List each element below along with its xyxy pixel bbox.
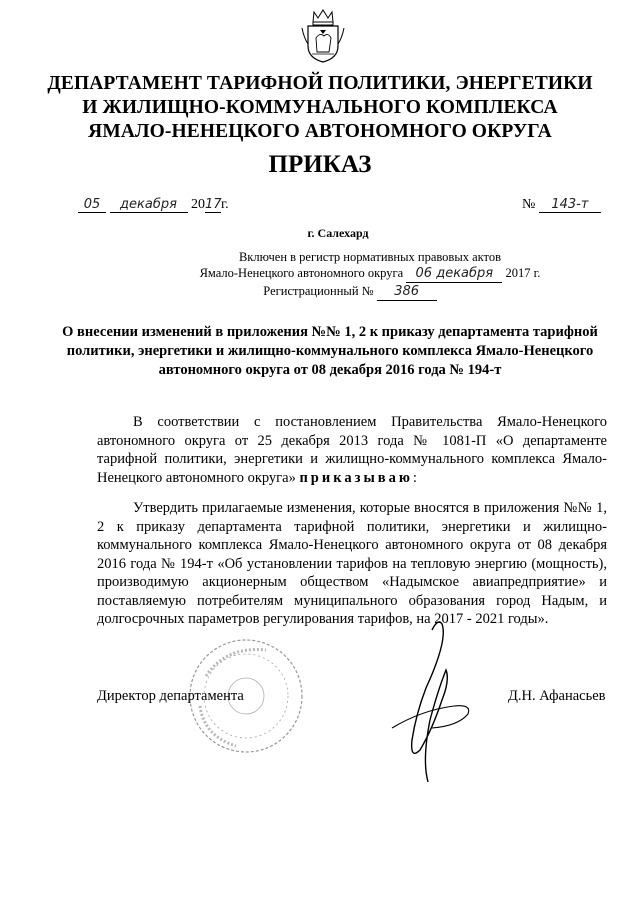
signatory-position: Директор департамента [97,688,244,704]
registry-stamp [170,249,570,301]
preamble-end: : [412,469,417,486]
preamble-text: В соответствии с постановлением Правительства Ямало-Ненецкого автономного округа от 25 декабря 2013 года № 1081-П «О департаменте тарифной политики, энергетики и жилищно-коммунального комплекса Ямало-Ненецкого автономного округа» [97,414,607,486]
department-line-2: И ЖИЛИЩНО-КОММУНАЛЬНОГО КОМПЛЕКСА [82,97,558,118]
registry-line-2-prefix: Ямало-Ненецкого автономного округа [199,266,404,280]
order-text: Утвердить прилагаемые изменения, которые вносятся в приложения №№ 1, 2 к приказу департамента тарифной политики, энергетики и жилищно-коммунального комплекса Ямало-Ненецкого автономного округа от 08 декабря 2016 года № 194-т «Об установлении тарифов на тепловую энергию (мощность), производимую акционерным обществом «Надымское авиапредприятие» и поставляемую потребителям муниципального образования город Надым, и долгосрочных параметров регулирования тарифов, на 2017 - 2021 годы». [97,500,607,627]
registry-date: 06 декабря [406,266,502,283]
order-date [78,197,229,213]
signature-icon [372,610,482,790]
registry-line-2-suffix: 2017 г. [505,266,541,280]
registry-line-1: Включен в регистр нормативных правовых актов [238,250,502,264]
date-month: декабря [110,197,188,213]
coat-of-arms-emblem [300,8,346,64]
registry-number: 386 [377,284,437,301]
number-value: 143-т [539,197,601,213]
order-paragraph [97,499,607,629]
department-line-3: ЯМАЛО-НЕНЕЦКОГО АВТОНОМНОГО ОКРУГА [88,121,552,142]
date-year-prefix: 20 [191,197,205,212]
registry-number-prefix: Регистрационный № [263,284,374,298]
order-number [522,197,601,213]
signatory-name: Д.Н. Афанасьев [508,688,606,704]
document-type-title: ПРИКАЗ [268,151,372,178]
department-name [0,72,640,144]
date-year-suffix: 17 [205,197,222,212]
date-suffix: г. [221,197,229,212]
date-day: 05 [78,197,106,213]
order-subject: О внесении изменений в приложения №№ 1, 2 к приказу департамента тарифной политики, энергетики и жилищно-коммунального комплекса Ямало-Ненецкого автономного округа от 08 декабря 2016 года № 194-т [62,324,598,378]
order-word: приказываю [299,469,413,486]
preamble-paragraph [97,413,607,487]
number-prefix: № [522,197,536,212]
city: г. Салехард [307,226,369,240]
department-line-1: ДЕПАРТАМЕНТ ТАРИФНОЙ ПОЛИТИКИ, ЭНЕРГЕТИКИ [47,73,593,94]
